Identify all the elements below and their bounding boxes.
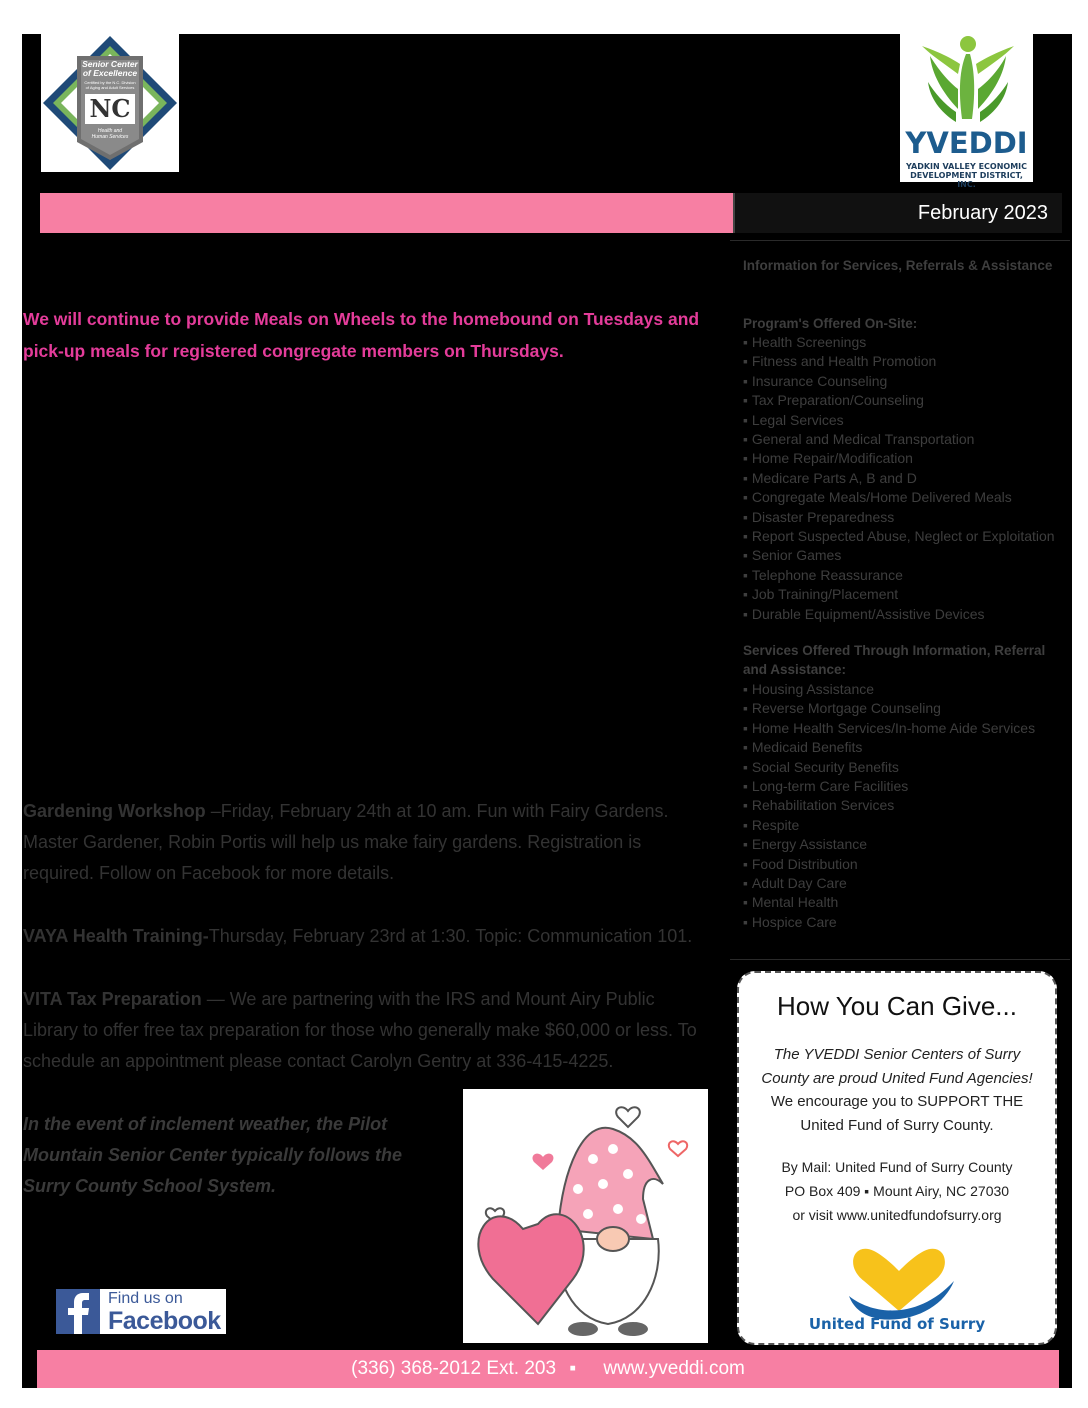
footer-separator: ▪	[569, 1358, 577, 1379]
program-item: ▪ Job Training/Placement	[743, 585, 1055, 604]
programs-list	[743, 333, 1055, 624]
program-item: ▪ Congregate Meals/Home Delivered Meals	[743, 488, 1055, 507]
program-item: ▪ Legal Services	[743, 411, 1055, 430]
mail-line: By Mail: United Fund of Surry County	[781, 1159, 1013, 1175]
program-item: ▪ Durable Equipment/Assistive Devices	[743, 605, 1055, 624]
service-item: ▪ Reverse Mortgage Counseling	[743, 699, 1035, 718]
facebook-badge[interactable]	[56, 1289, 226, 1334]
nc-logo-line: Human Services	[91, 134, 129, 140]
mail-line: or visit www.unitedfundofsurry.org	[792, 1207, 1002, 1223]
date-box	[733, 193, 1062, 233]
info-heading: Information for Services, Referrals & Assistance	[743, 258, 1053, 273]
nc-logo-abbrev	[85, 96, 135, 97]
yveddi-name: YVEDDI	[905, 126, 1028, 160]
program-item: ▪ Tax Preparation/Counseling	[743, 391, 1055, 410]
mail-line: PO Box 409 ▪ Mount Airy, NC 27030	[784, 1183, 1010, 1199]
give-line: County are proud United Fund Agencies!	[761, 1070, 1033, 1087]
event-text: — We are partnering with the IRS and Mount Airy Public Library to offer free tax preparation for those who generally make $60,000 or less. To schedule an appointment please contact Carolyn Gentry at 336-415-4225.	[23, 989, 697, 1071]
yveddi-logo	[900, 34, 1033, 189]
program-item: ▪ Report Suspected Abuse, Neglect or Exploitation	[743, 527, 1055, 546]
nc-logo-line: Senior Center	[82, 59, 138, 69]
header-pink-bar	[40, 193, 733, 233]
svg-text:NC: NC	[89, 94, 131, 123]
nc-logo-line: of Excellence	[82, 68, 138, 78]
service-item: ▪ Mental Health	[743, 893, 1035, 912]
event-title: Gardening Workshop	[23, 801, 206, 821]
service-item: ▪ Medicaid Benefits	[743, 738, 1035, 757]
program-item: ▪ Health Screenings	[743, 333, 1055, 352]
nc-logo-line: of Aging and Adult Services	[85, 85, 135, 90]
yveddi-subtitle: YADKIN VALLEY ECONOMIC DEVELOPMENT DISTRICT, INC.	[905, 162, 1028, 189]
footer-website[interactable]: www.yveddi.com	[603, 1358, 745, 1379]
programs-heading: Program's Offered On-Site:	[743, 316, 918, 331]
service-item: ▪ Housing Assistance	[743, 680, 1035, 699]
how-you-can-give-box	[737, 971, 1057, 1345]
service-item: ▪ Food Distribution	[743, 855, 1035, 874]
nc-logo-line: Health and	[97, 128, 123, 134]
valentine-gnome-image	[463, 1089, 708, 1343]
nc-seal-icon	[41, 34, 179, 172]
services-list	[743, 680, 1035, 932]
facebook-line1: Find us on	[108, 1290, 183, 1307]
inclement-weather-notice: In the event of inclement weather, the Pilot Mountain Senior Center typically follows the Surry County School System.	[23, 1114, 403, 1196]
services-sidebar	[730, 240, 1070, 960]
service-item: ▪ Adult Day Care	[743, 874, 1035, 893]
service-item: ▪ Rehabilitation Services	[743, 796, 1035, 815]
service-item: ▪ Long-term Care Facilities	[743, 777, 1035, 796]
event-text: Thursday, February 23rd at 1:30. Topic: Communication 101.	[208, 926, 693, 946]
program-item: ▪ Fitness and Health Promotion	[743, 352, 1055, 371]
issue-date: February 2023	[917, 202, 1048, 224]
service-item: ▪ Hospice Care	[743, 913, 1035, 932]
event-title: VAYA Health Training-	[23, 926, 209, 946]
give-title: How You Can Give...	[777, 991, 1017, 1021]
program-item: ▪ Home Repair/Modification	[743, 449, 1055, 468]
event-title: VITA Tax Preparation	[23, 989, 202, 1009]
nc-logo-line: Certified by the N.C. Division	[84, 80, 136, 85]
program-item: ▪ Medicare Parts A, B and D	[743, 469, 1055, 488]
service-item: ▪ Energy Assistance	[743, 835, 1035, 854]
event-vaya-health	[23, 921, 713, 952]
nc-senior-center-logo	[41, 34, 179, 172]
give-line: The YVEDDI Senior Centers of Surry	[773, 1046, 1021, 1063]
event-text: –Friday, February 24th at 10 am. Fun with Fairy Gardens. Master Gardener, Robin Portis will help us make fairy gardens. Registration is required. Follow on Facebook for more details.	[23, 801, 669, 883]
yveddi-figure-icon	[900, 34, 1033, 126]
facebook-f-icon	[56, 1289, 100, 1334]
event-vita-tax	[23, 984, 713, 1077]
give-line: United Fund of Surry County.	[800, 1117, 994, 1134]
united-fund-name: United Fund of Surry	[808, 1315, 986, 1333]
facebook-line2: Facebook	[108, 1307, 221, 1335]
footer-phone: (336) 368-2012 Ext. 203	[351, 1358, 557, 1379]
give-line: We encourage you to SUPPORT THE	[770, 1093, 1024, 1110]
footer-contact	[37, 1358, 1059, 1380]
meals-on-wheels-notice: We will continue to provide Meals on Wheels to the homebound on Tuesdays and pick-up meals for registered congregate members on Thursdays.	[23, 309, 700, 361]
service-item: ▪ Respite	[743, 816, 1035, 835]
services-heading: Services Offered Through Information, Referral and Assistance:	[743, 643, 1046, 677]
gnome-illustration-icon	[463, 1089, 708, 1343]
event-gardening-workshop	[23, 796, 713, 889]
program-item: ▪ General and Medical Transportation	[743, 430, 1055, 449]
program-item: ▪ Insurance Counseling	[743, 372, 1055, 391]
program-item: ▪ Telephone Reassurance	[743, 566, 1055, 585]
service-item: ▪ Home Health Services/In-home Aide Services	[743, 719, 1035, 738]
program-item: ▪ Senior Games	[743, 546, 1055, 565]
program-item: ▪ Disaster Preparedness	[743, 508, 1055, 527]
service-item: ▪ Social Security Benefits	[743, 758, 1035, 777]
footer-bar	[37, 1350, 1059, 1388]
